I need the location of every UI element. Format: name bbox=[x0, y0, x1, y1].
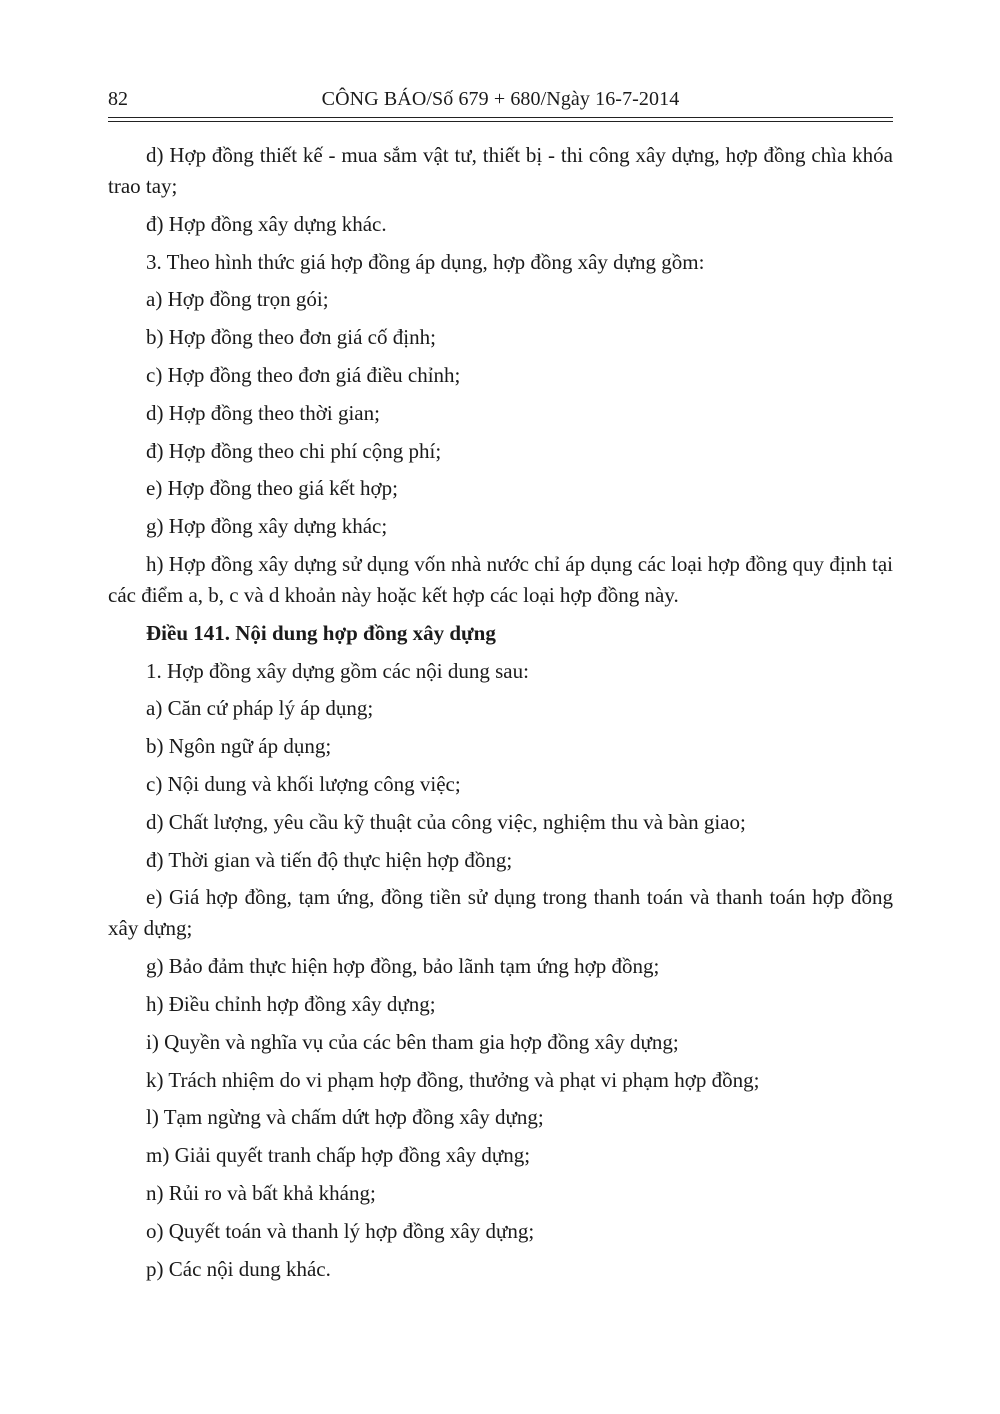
page-number: 82 bbox=[108, 88, 128, 110]
article-item-risk: n) Rủi ro và bất khả kháng; bbox=[146, 1180, 376, 1205]
paragraph-fixed-unit-price: b) Hợp đồng theo đơn giá cố định; bbox=[146, 325, 436, 350]
paragraph-cost-plus-fee: đ) Hợp đồng theo chi phí cộng phí; bbox=[146, 438, 442, 463]
document-body bbox=[108, 140, 893, 1291]
page-header bbox=[108, 84, 893, 118]
paragraph-lump-sum: a) Hợp đồng trọn gói; bbox=[146, 287, 329, 312]
article-141-heading: Điều 141. Nội dung hợp đồng xây dựng bbox=[146, 620, 496, 645]
paragraph-combined-price: e) Hợp đồng theo giá kết hợp; bbox=[146, 476, 398, 501]
article-item-disputes: m) Giải quyết tranh chấp hợp đồng xây dựng; bbox=[146, 1143, 531, 1168]
article-item-scope: c) Nội dung và khối lượng công việc; bbox=[146, 771, 461, 796]
paragraph-time-based: d) Hợp đồng theo thời gian; bbox=[146, 400, 380, 425]
article-item-guarantee: g) Bảo đảm thực hiện hợp đồng, bảo lãnh tạm ứng hợp đồng; bbox=[146, 954, 660, 979]
article-item-rights-obligations: i) Quyền và nghĩa vụ của các bên tham gia hợp đồng xây dựng; bbox=[146, 1029, 679, 1054]
paragraph-design-procurement-construction: d) Hợp đồng thiết kế - mua sắm vật tư, thiết bị - thi công xây dựng, hợp đồng chìa khóa trao tay; bbox=[108, 143, 893, 198]
article-item-other: p) Các nội dung khác. bbox=[146, 1256, 331, 1281]
article-item-quality: d) Chất lượng, yêu cầu kỹ thuật của công việc, nghiệm thu và bàn giao; bbox=[146, 809, 746, 834]
paragraph-price-form-intro: 3. Theo hình thức giá hợp đồng áp dụng, hợp đồng xây dựng gồm: bbox=[146, 249, 705, 274]
gazette-header-title: CÔNG BÁO/Số 679 + 680/Ngày 16-7-2014 bbox=[321, 88, 680, 110]
article-item-language: b) Ngôn ngữ áp dụng; bbox=[146, 734, 332, 759]
article-item-schedule: đ) Thời gian và tiến độ thực hiện hợp đồng; bbox=[146, 847, 513, 872]
header-divider-top bbox=[108, 117, 893, 118]
paragraph-state-capital: h) Hợp đồng xây dựng sử dụng vốn nhà nước chỉ áp dụng các loại hợp đồng quy định tại các điểm a, b, c và d khoản này hoặc kết hợp các loại hợp đồng này. bbox=[108, 551, 893, 607]
paragraph-other-contracts: đ) Hợp đồng xây dựng khác. bbox=[146, 211, 387, 236]
article-item-price-payment: e) Giá hợp đồng, tạm ứng, đồng tiền sử dụng trong thanh toán và thanh toán hợp đồng xây dựng; bbox=[108, 885, 893, 941]
article-item-adjustment: h) Điều chỉnh hợp đồng xây dựng; bbox=[146, 991, 436, 1016]
article-item-legal-basis: a) Căn cứ pháp lý áp dụng; bbox=[146, 696, 374, 721]
paragraph-adjustable-unit-price: c) Hợp đồng theo đơn giá điều chỉnh; bbox=[146, 362, 461, 387]
article-item-liability: k) Trách nhiệm do vi phạm hợp đồng, thưởng và phạt vi phạm hợp đồng; bbox=[146, 1067, 760, 1092]
header-divider-bottom bbox=[108, 121, 893, 122]
paragraph-other-construction: g) Hợp đồng xây dựng khác; bbox=[146, 514, 388, 539]
article-item-suspension: l) Tạm ngừng và chấm dứt hợp đồng xây dựng; bbox=[146, 1105, 544, 1130]
article-item-intro: 1. Hợp đồng xây dựng gồm các nội dung sau: bbox=[146, 658, 529, 683]
article-item-settlement: o) Quyết toán và thanh lý hợp đồng xây dựng; bbox=[146, 1218, 535, 1243]
